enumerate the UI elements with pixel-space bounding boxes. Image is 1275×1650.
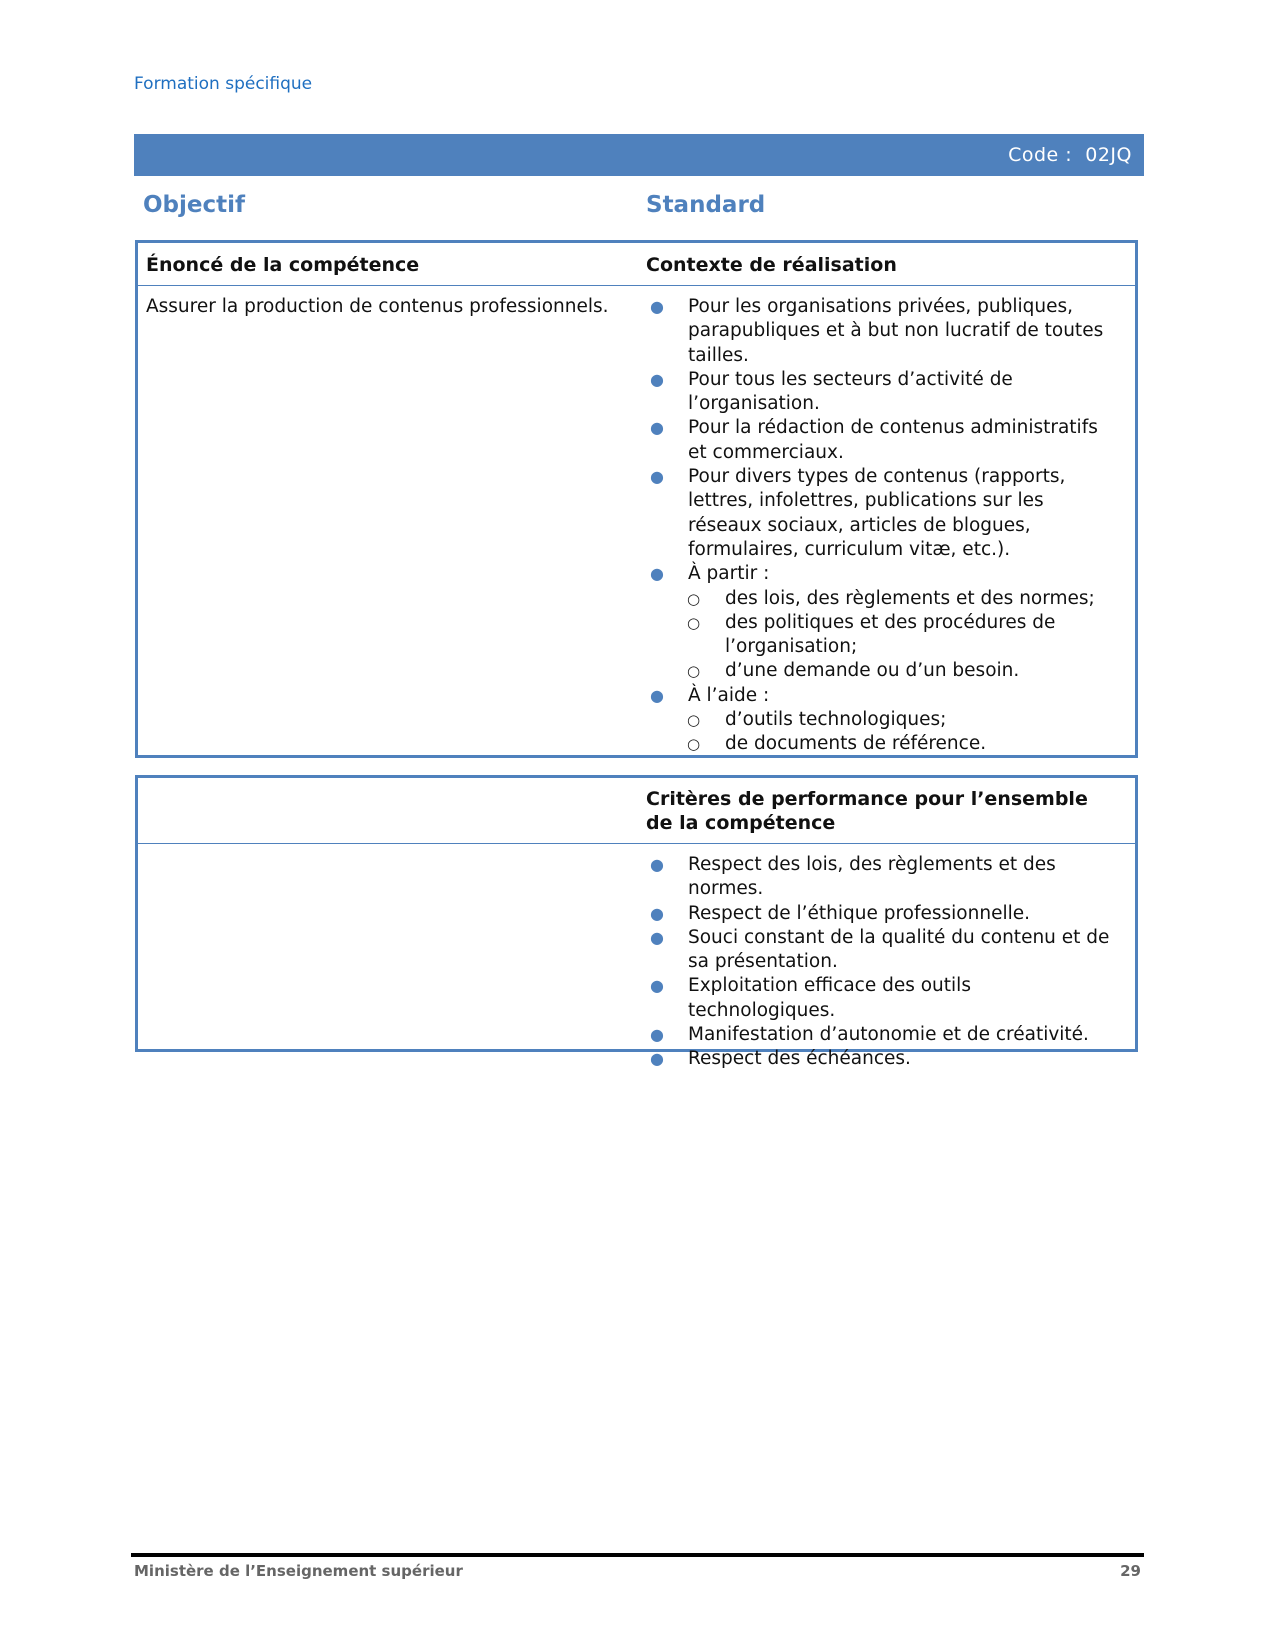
section-standard: Standard [646, 192, 766, 218]
footer-rule [131, 1553, 1144, 1557]
list-item [650, 465, 1120, 562]
bullet-icon: ● [650, 369, 664, 389]
competency-code: Code : 02JQ [1008, 144, 1132, 166]
section-objectif: Objectif [143, 192, 246, 218]
footer-ministry: Ministère de l’Enseignement supérieur [134, 1562, 463, 1580]
list-item-text: Respect des échéances. [688, 1048, 911, 1070]
list-item [650, 732, 1120, 756]
bullet-icon: ● [650, 418, 664, 438]
criteria-table [135, 775, 1138, 1070]
list-item-text: Pour tous les secteurs d’activité de l’organisation. [688, 368, 1013, 415]
circle-bullet-icon: ○ [687, 711, 701, 730]
enonce-header: Énoncé de la compétence [146, 254, 420, 276]
contexte-header: Contexte de réalisation [646, 254, 897, 276]
criteria-header-line2: de la compétence [646, 812, 836, 834]
bullet-icon: ● [650, 976, 664, 996]
bullet-icon: ● [650, 1049, 664, 1069]
list-item-text: Respect des lois, des règlements et des normes. [688, 854, 1056, 900]
bullet-icon: ● [650, 1025, 664, 1045]
circle-bullet-icon: ○ [687, 662, 701, 681]
list-item [650, 1047, 1120, 1071]
bullet-icon: ● [650, 564, 664, 584]
list-item [650, 926, 1120, 975]
list-item-text: Manifestation d’autonomie et de créativité. [688, 1024, 1089, 1046]
bullet-icon: ● [650, 297, 664, 316]
list-item-text: Exploitation efficace des outils technologiques. [688, 975, 971, 1021]
list-item-text: Respect de l’éthique professionnelle. [688, 902, 1030, 924]
list-item-text: Pour la rédaction de contenus administratifs et commerciaux. [688, 417, 1098, 463]
enonce-text: Assurer la production de contenus professionnels. [146, 296, 609, 317]
list-item [650, 295, 1120, 368]
list-item [650, 974, 1120, 1023]
circle-bullet-icon: ○ [687, 589, 701, 608]
list-item-text: Pour divers types de contenus (rapports, lettres, infolettres, publications sur les réseaux sociaux, articles de blogues, formulaires, curriculum vitæ, etc.). [688, 466, 1066, 560]
code-bar [134, 134, 1144, 176]
contexte-list [650, 295, 1120, 757]
list-item [650, 659, 1120, 683]
list-item [650, 684, 1120, 708]
running-header: Formation spécifique [134, 74, 313, 94]
list-item [650, 416, 1120, 465]
bullet-icon: ● [650, 467, 664, 487]
list-item-text: de documents de référence. [725, 733, 987, 755]
criteria-header-line1: Critères de performance pour l’ensemble [646, 788, 1088, 810]
list-item [650, 562, 1120, 586]
bullet-icon: ● [650, 927, 664, 947]
list-item-text: des politiques et des procédures de l’organisation; [725, 611, 1056, 658]
bullet-icon: ● [650, 855, 664, 874]
circle-bullet-icon: ○ [687, 613, 701, 632]
criteria-header [646, 787, 1088, 835]
list-item-text: Souci constant de la qualité du contenu et de sa présentation. [688, 926, 1110, 973]
page-number: 29 [1120, 1562, 1141, 1580]
list-item [650, 587, 1120, 611]
list-item-text: À l’aide : [688, 684, 770, 706]
list-item [650, 611, 1120, 660]
circle-bullet-icon: ○ [687, 735, 701, 754]
bullet-icon: ● [650, 685, 664, 705]
list-item-text: d’une demande ou d’un besoin. [725, 660, 1020, 682]
list-item [650, 902, 1120, 926]
list-item [650, 1023, 1120, 1047]
list-item-text: Pour les organisations privées, publiques, parapubliques et à but non lucratif de toutes tailles. [688, 296, 1104, 366]
table-header-row [138, 778, 1135, 844]
competency-table [135, 240, 1138, 758]
list-item [650, 853, 1120, 902]
criteria-list [650, 853, 1120, 1072]
table-header-row [138, 243, 1135, 286]
list-item-text: d’outils technologiques; [725, 709, 947, 731]
list-item [650, 368, 1120, 417]
list-item-text: À partir : [688, 563, 770, 585]
list-item [650, 708, 1120, 732]
bullet-icon: ● [650, 903, 664, 923]
list-item-text: des lois, des règlements et des normes; [725, 587, 1095, 609]
